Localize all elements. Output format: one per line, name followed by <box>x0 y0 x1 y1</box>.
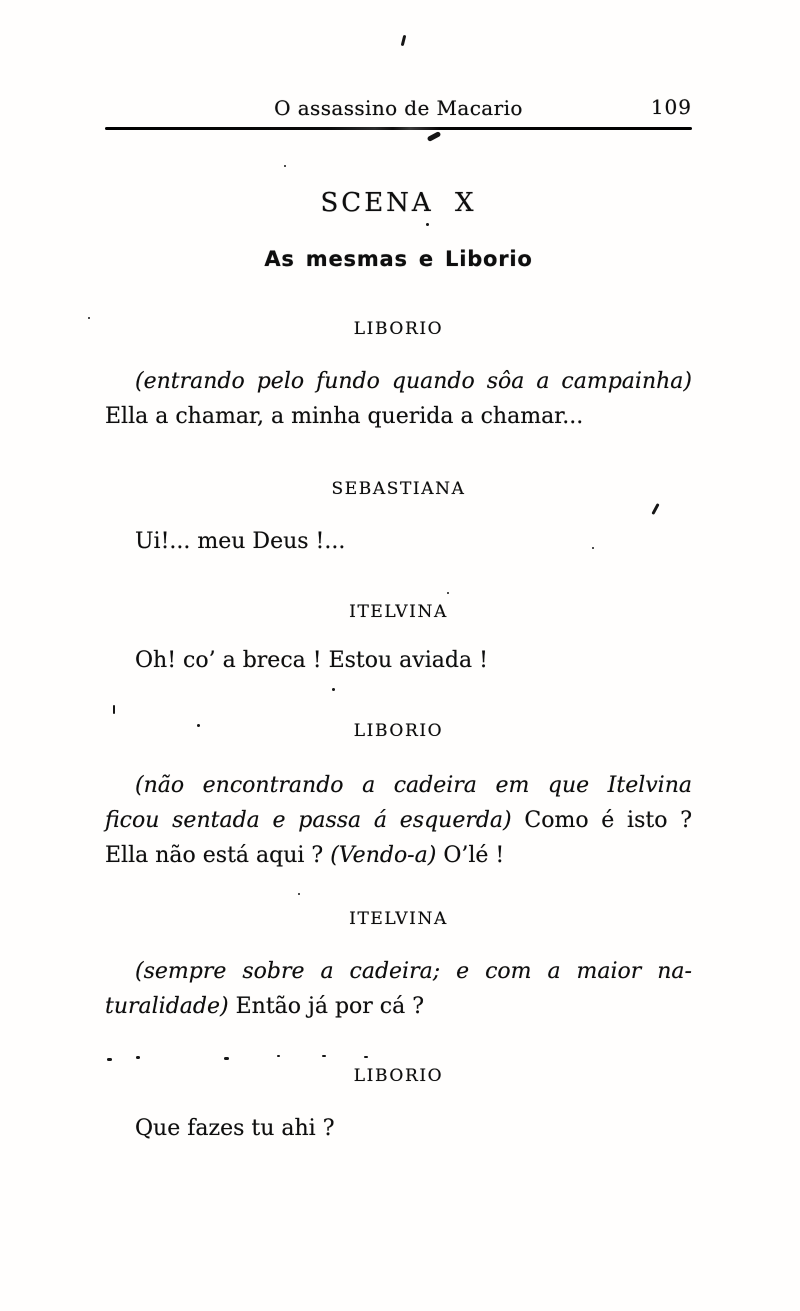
scan-speck <box>427 131 442 142</box>
dialogue <box>105 643 692 678</box>
dialogue-line: (entrando pelo fundo quando sôa a campainha) <box>135 369 692 394</box>
scan-speck <box>401 35 407 46</box>
speaker-name: SEBASTIANA <box>331 479 466 499</box>
dialogue-line: Ui!... meu Deus !... <box>135 529 346 554</box>
scan-speck <box>88 317 90 319</box>
dialogue <box>105 954 692 1024</box>
speech-sebastiana <box>105 480 692 559</box>
dialogue <box>105 364 692 434</box>
scan-speck <box>224 1057 229 1060</box>
dialogue-line: ficou sentada e passa á esquerda) Como é isto ? <box>105 808 692 833</box>
running-title: O assassino de Macario <box>274 96 523 120</box>
scan-speck <box>447 592 449 594</box>
speech-liborio-3 <box>105 1067 692 1146</box>
scan-speck <box>298 893 300 895</box>
dialogue <box>105 768 692 873</box>
scan-speck <box>426 223 429 226</box>
scan-speck <box>277 1055 280 1057</box>
dialogue-line: Que fazes tu ahi ? <box>135 1116 335 1141</box>
dialogue <box>105 524 692 559</box>
speaker-name: LIBORIO <box>353 1066 444 1086</box>
speech-liborio-1 <box>105 320 692 434</box>
dialogue-line: (sempre sobre a cadeira; e com a maior na- <box>135 959 692 984</box>
speaker-name: ITELVINA <box>349 602 448 622</box>
speaker-name: ITELVINA <box>349 909 448 929</box>
scan-speck <box>113 705 115 714</box>
dialogue-line: turalidade) Então já por cá ? <box>105 994 425 1019</box>
scan-speck <box>284 165 286 167</box>
scene-subtitle: As mesmas e Liborio <box>264 247 533 271</box>
scene-heading: SCENA X <box>320 188 477 218</box>
dialogue-line: (não encontrando a cadeira em que Itelvina <box>135 773 692 798</box>
page-number: 109 <box>650 95 692 119</box>
speech-itelvina-1 <box>105 603 692 678</box>
speech-liborio-2 <box>105 722 692 873</box>
header-rule <box>105 127 692 130</box>
scan-speck <box>107 1058 112 1061</box>
scan-speck <box>332 688 335 691</box>
speech-itelvina-2 <box>105 910 692 1024</box>
speaker-name: LIBORIO <box>353 721 444 741</box>
dialogue-line: Oh! co’ a breca ! Estou aviada ! <box>135 648 488 673</box>
scan-speck <box>322 1055 326 1057</box>
dialogue <box>105 1111 692 1146</box>
speaker-name: LIBORIO <box>353 319 444 339</box>
dialogue-line: Ella não está aqui ? (Vendo-a) O’lé ! <box>105 843 505 868</box>
dialogue-line: Ella a chamar, a minha querida a chamar... <box>105 404 584 429</box>
scan-speck <box>136 1056 140 1059</box>
scan-speck <box>364 1056 368 1058</box>
